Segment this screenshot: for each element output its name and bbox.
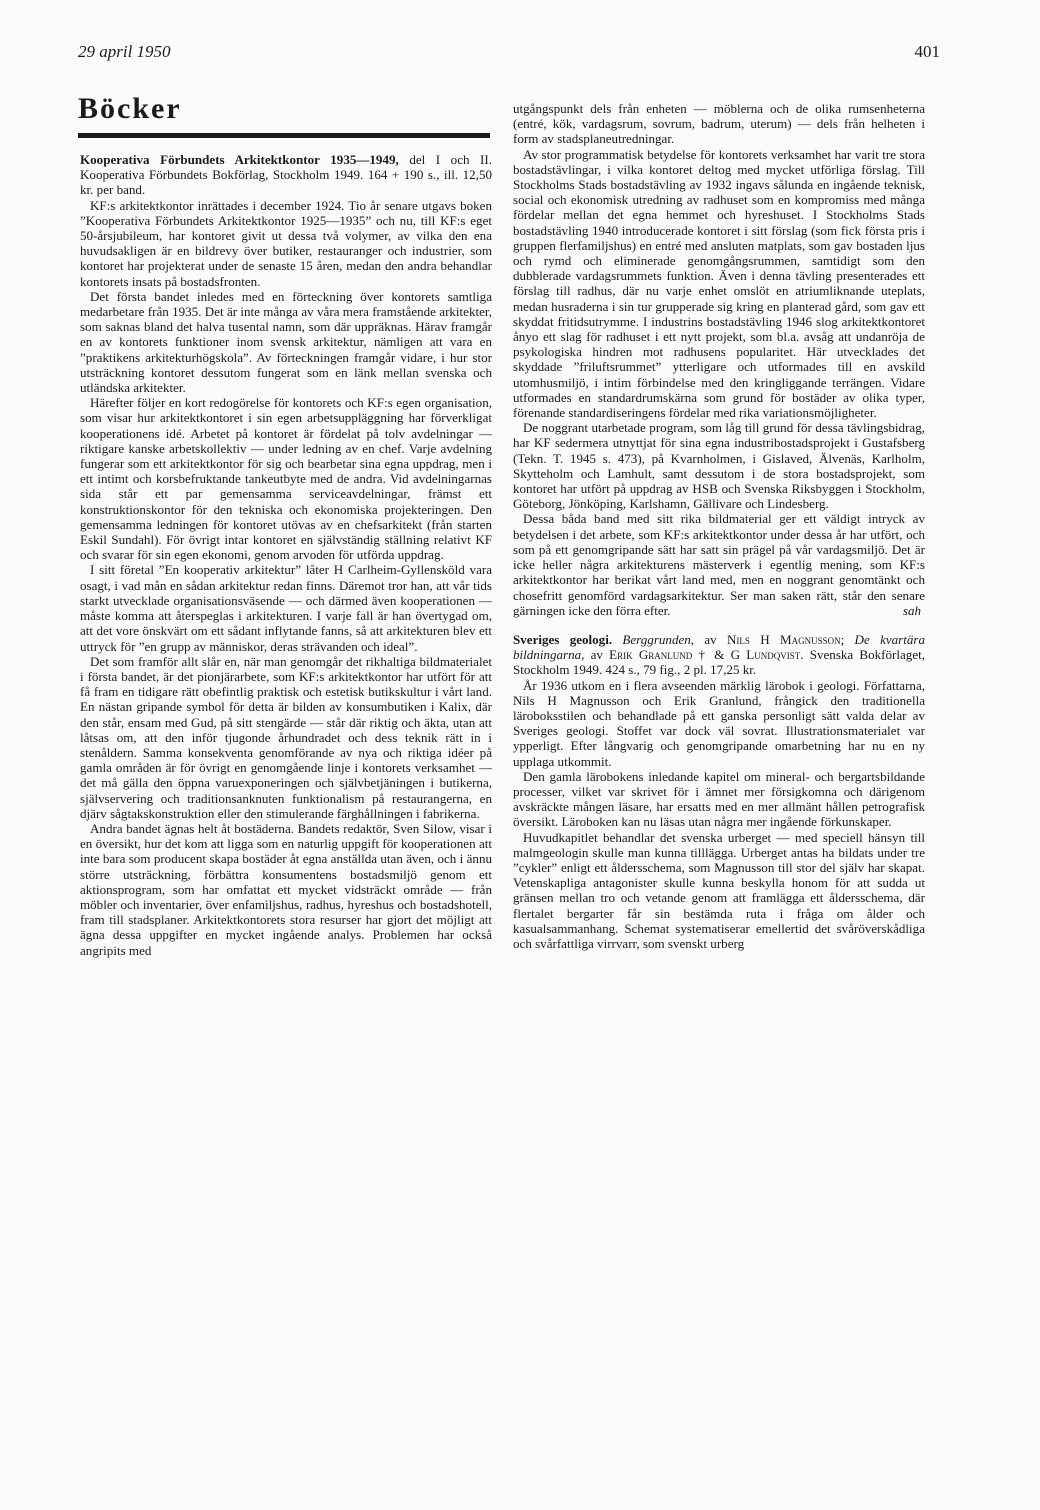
- title-rule: [78, 133, 490, 138]
- review2-paragraph-2: Den gamla lärobokens inledande kapitel om mineral- och bergartsbildande processer, vilket var skrivet för i ämnet mer försigkomna och därigenom avskräckte mången läsare, har ersatts med en mer allmänt hållen petrografisk översikt. Läroboken kan nu läsas utan några mer ingående förkunskaper.: [513, 768, 925, 830]
- review2-heading: [513, 632, 925, 678]
- review1-title: Kooperativa Förbundets Arkitektkontor 1935—1949,: [80, 152, 399, 167]
- review2-paragraph-3: Huvudkapitlet behandlar det svenska urberget — med speciell hänsyn till malmgeologin skulle man kunna tilllägga. Urberget antas ha bildats under tre ”cykler” enligt ett åldersschema, som Magnusson till stor del själv har skapat. Vetenskapliga antagonister skulle kunna beskylla honom för att sudda ut gränsen mellan tro och vetande genom att framlägga ett åldersschema, där flertalet bergarter får sin bestämda ruta i fråga om ålder och kasualsammanhang. Schemat systematiserar emellertid det svåröverskådliga och svårfattliga virrvarr, som svenskt urberg: [513, 829, 925, 951]
- review1-paragraph-3: Härefter följer en kort redogörelse för kontorets och KF:s egen organisation, som visar hur arkitektkontoret i sin egen arbetsuppläggning har förverkligat kooperationens idé. Arbetet på kontoret är fördelat på tolv avdelningar — riktigare kanske arbetskollektiv — under ledning av en chef. Varje avdelning fungerar som ett arkitektkontor för sig och bearbetar sina egna uppdrag, men i ett intimt och korsbefruktande tankeutbyte med de andra. Vid avdelningarnas sida står ett par gemensamma serviceavdelningar, främst ett konstruktionskontor för den tekniska och ekonomiska projekteringen. Den gemensamma ledningen för kontoret utövas av en chefsarkitekt (från starten Eskil Sundahl). För övrigt intar kontoret en självständig ställning relativt KF och svarar för sin egen ekonomi, genom arvoden för utförda uppdrag.: [80, 395, 492, 563]
- review2-subtitle-1: Berggrunden,: [622, 631, 695, 647]
- review1-paragraph-8: De noggrant utarbetade program, som låg till grund för dessa tävlingsbidrag, har KF sedermera utnyttjat för sina egna industribostadsprojekt i Gustafsberg (Tekn. T. 1945 s. 473), på Kvarnholmen, i Gislaved, Älvenäs, Karlholm, Skytteholm och Lamhult, samt dessutom i de stora bostadsprojekt, som kontoret har utfört på uppdrag av HSB och Svenska Riksbyggen i Stockholm, Göteborg, Jönköping, Karlshamn, Gällivare och Lindesberg.: [513, 420, 925, 512]
- review2-av-1: av: [694, 631, 727, 647]
- review2-dagger: † &: [692, 647, 731, 663]
- review1-paragraph-9-text: Dessa båda band med sitt rika bildmaterial ger ett väldigt intryck av betydelsen i det arbete, som KF:s arkitektkontor under dessa år har utfört, och som på ett genomgripande sätt har satt sin prägel på vår vardagsmiljö. Det är icke heller några arkitekturens mästerverk i egentlig mening, som KF:s arkitektkontor har berikat vårt land med, men en noggrant genomtänkt och chosefritt genomförd vardagsarkitektur. Ser man saken rätt, står den senare gärningen icke den förra efter.: [513, 511, 925, 618]
- review1-heading: [80, 152, 492, 198]
- review1-paragraph-5: Det som framför allt slår en, när man genomgår det rikhaltiga bildmaterialet i första bandet, är det pionjärarbete, som KF:s arkitektkontor har utfört för att få fram en tidigare rätt obefintlig praktisk och estetisk butikskultur i vårt land. En nästan gripande symbol för detta är bilden av konsumbutiken i Kalix, där den står, ensam med Gud, på sitt stengärde — står där riktig och äkta, utan att låtsas om, att den inför tjugonde århundradet och dess teknik rätt in i stenåldern. Samma konsekventa genomförande av nya och riktiga idéer på gamla områden är för övrigt en genomgående linje i kontorets verksamhet — det må gälla den öppna varuexponeringen och självbetjäningen i butikerna, självservering och traditionsanknuten funktionalism på restaurangerna, en djärv sågtakskonstruktion eller den stimulerande färghållningen i fabrikerna.: [80, 653, 492, 821]
- page-header: [78, 42, 940, 68]
- review1-signature: sah: [902, 602, 921, 618]
- review1-meta: del I och II. Kooperativa Förbundets Bokförlag, Stockholm 1949. 164 + 190 s., ill. 12,50 kr. per band.: [80, 152, 492, 198]
- review1-paragraph-6-cont: utgångspunkt dels från enheten — möblerna och de olika rumsenheterna (entré, kök, vardagsrum, sovrum, badrum, uterum) — dels från helheten i form av stadsplaneutredningar.: [513, 101, 925, 147]
- review2-title: Sveriges geologi.: [513, 631, 613, 647]
- review1-paragraph-9: [513, 511, 925, 617]
- page-number: 401: [914, 42, 940, 61]
- review2-separator: ;: [840, 631, 855, 647]
- review2-author-3: G Lundqvist: [730, 647, 801, 663]
- review2-paragraph-1: År 1936 utkom en i flera avseenden märklig lärobok i geologi. Författarna, Nils H Magnusson och Erik Granlund, frångick den traditionella läroboksstilen och behandlade på ett ganska personligt sätt valda delar av Sveriges geologi. Stoffet var dock väl sovrat. Illustrationsmaterialet var ypperligt. Efter långvarig och genomgripande omarbetning har nu en ny upplaga utkommit.: [513, 677, 925, 769]
- review1-paragraph-4: I sitt företal ”En kooperativ arkitektur” låter H Carlheim-Gyllensköld vara osagt, i vad mån en sådan arkitektur redan finns. Däremot tror han, att vår tids starkt utvecklade organisationsväsende — och därmed även kooperationen — måste komma att återspeglas i arkitekturen. I varje fall är han övertygad om, att det vore önskvärt om ett sådant inflytande fanns, så att arkitekturen blev ett uttryck för ”en grupp av människor, deras strävanden och ideal”.: [80, 562, 492, 654]
- review2-meta: . Svenska Bokförlaget, Stockholm 1949. 424 s., 79 fig., 2 pl. 17,25 kr.: [513, 647, 926, 678]
- issue-date: 29 april 1950: [78, 42, 171, 61]
- review2-av-2: av: [584, 647, 610, 663]
- left-column: [80, 152, 492, 958]
- review1-paragraph-2: Det första bandet inledes med en förteckning över kontorets samtliga medarbetare från 1935. Det är inte många av våra mera framstående arkitekter, som saknas bland det halva tusental namn, som där uppräknas. Härav framgår en av kontorets funktioner inom svensk arkitektur, nämligen att vara en ”praktikens arkitekturhögskola”. Av förteckningen framgår vidare, i hur stor utsträckning kontoret dessutom fungerat som en länk mellan svenska och utländska arkitekter.: [80, 288, 492, 396]
- review2-subtitle-2: De kvartära bildningarna,: [513, 631, 926, 663]
- right-column: [513, 101, 925, 951]
- review2-author-1: Nils H Magnusson: [727, 631, 841, 647]
- review1-paragraph-7: Av stor programmatisk betydelse för kontorets verksamhet har varit tre stora bostadstävlingar, i vilka kontoret deltog med mycket utförliga förslag. Till Stockholms Stads bostadstävling av 1932 ingavs sålunda en ingående teknisk, social och ekonomisk utredning av radhuset som en kompromiss med många fördelar mellan det egna hemmet och hyreshuset. I Stockholms Stads bostadstävling 1940 introducerade kontoret i sitt förslag (som fick första pris i gruppen flerfamiljshus) en entré med ansluten matplats, som gav bostaden ljus och rymd och eliminerade genomgångsrummen, samtidigt som den dubblerade vardagsrummets funktion. Även i denna tävling presenterades ett förslag till radhus, där nu varje enhet omslöt en atriumliknande uteplats, medan husraderna i sin tur grupperade sig kring en planterad gård, som gav ett skyddat fritidsutrymme. I industrins bostadstävling 1946 slog arkitektkontoret ånyo ett slag för radhuset i ett nytt projekt, som bl.a. avsåg att undanröja de psykologiska hindren mot radhusens popularitet. Här utvecklades det skyddade ”friluftsrummet” ytterligare och utformades till en avskild utomhusmiljö, i intim förbindelse med den kringliggande terrängen. Vidare utformades en standardrumskärna som grund för bostäder av olika typer, förenande standardiseringens fördelar med rika variationsmöjligheter.: [513, 146, 925, 421]
- section-title: Böcker: [78, 92, 182, 125]
- review-gap: [513, 618, 925, 632]
- review1-paragraph-1: KF:s arkitektkontor inrättades i december 1924. Tio år senare utgavs boken ”Kooperativa Förbundets Arkitektkontor 1925—1935” och nu, till KF:s eget 50-årsjubileum, har kontoret givit ut dessa två volymer, av vilka den ena huvudsakligen är en bildrevy över butiker, restauranger och industrier, som kontoret har projekterat under de senaste 15 åren, medan den andra behandlar kontorets insats på bostadsfronten.: [80, 197, 492, 289]
- review2-author-2: Erik Granlund: [609, 647, 693, 663]
- review1-paragraph-6: Andra bandet ägnas helt åt bostäderna. Bandets redaktör, Sven Silow, visar i en översikt, hur det kom att ligga som en naturlig uppgift för kooperationen att inte bara som producent skapa bostäder åt egna anställda utan även, och i ännu större utsträckning, förbättra konsumentens bostadsmiljö genom ett aktionsprogram, som har omfattat ett mycket vidsträckt område — från möbler och inventarier, över enfamiljshus, radhus, hyreshus och bostadshotell, fram till stadsplaner. Arkitektkontorets stora resurser har gjort det möjligt att ägna dessa uppgifter en mycket ingående analys. Problemen har också angripits med: [80, 820, 492, 958]
